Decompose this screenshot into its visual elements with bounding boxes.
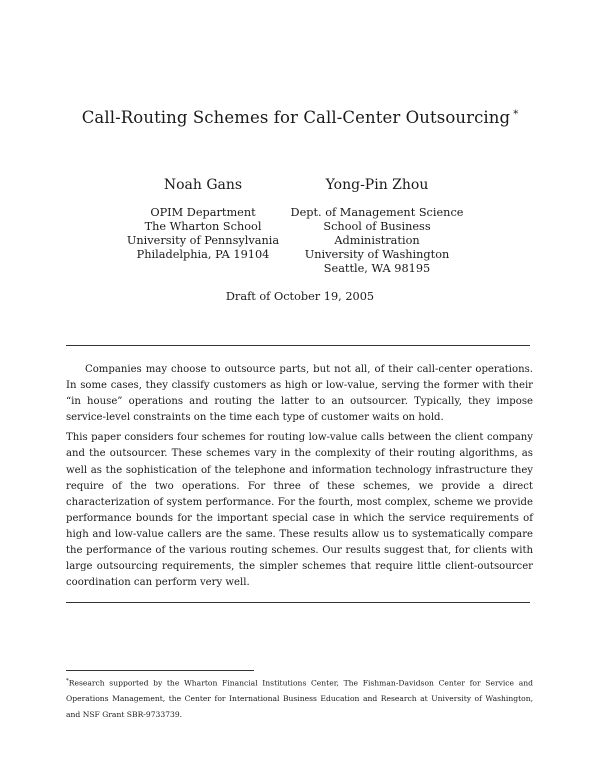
author-affiliation-line: University of Washington: [304, 248, 450, 261]
draft-date: Draft of October 19, 2005: [225, 290, 375, 303]
abstract-bottom-rule: [66, 602, 530, 603]
author-gans: [118, 178, 288, 262]
footnote: [66, 674, 533, 722]
footnote-marker: *: [66, 678, 69, 684]
author-affiliation-line: University of Pennsylvania: [126, 234, 280, 247]
abstract-paragraph: Companies may choose to outsource parts, but not all, of their call-center operations. In some cases, they classify customers as high or low-value, serving the former with their “in house” operations and routing the latter to an outsourcer. Typically, they impose service-level constraints on the time each type of customer waits on hold.: [66, 364, 533, 424]
author-affiliation-line: The Wharton School: [144, 220, 262, 233]
author-affiliation-line: Seattle, WA 98195: [323, 262, 431, 275]
abstract-paragraph: This paper considers four schemes for routing low-value calls between the client company and the outsourcer. These schemes vary in the complexity of their routing algorithms, as well as the sophistication of the telephone and information technology infrastructure they require of the two operations. For three of these schemes, we provide a direct characterization of system performance. For the fourth, most complex, scheme we provide performance bounds for the important special case in which the service requirements of high and low-value callers are the same. These results allow us to systematically compare the performance of the various routing schemes. Our results suggest that, for clients with large outsourcing requirements, the simpler schemes that require little client-outsourcer coordination can perform very well.: [66, 432, 533, 589]
author-name: Yong-Pin Zhou: [325, 177, 429, 193]
abstract-top-rule: [66, 345, 530, 346]
author-name: Noah Gans: [163, 177, 243, 193]
footnote-text: Research supported by the Wharton Financial Institutions Center, The Fishman-Davidson Center for Service and Operations Management, the Center for International Business Education and Research at University of Washington, and NSF Grant SBR-9733739.: [66, 678, 533, 719]
title-footnote-marker: *: [513, 108, 519, 120]
author-affiliation-line: School of Business Administration: [323, 220, 431, 247]
author-zhou: [288, 178, 466, 276]
author-affiliation-line: OPIM Department: [150, 206, 256, 219]
footnote-rule: [66, 670, 254, 671]
abstract: [66, 362, 533, 595]
paper-title: [0, 108, 600, 127]
author-affiliation-line: Dept. of Management Science: [290, 206, 464, 219]
author-affiliation-line: Philadelphia, PA 19104: [136, 248, 270, 261]
paper-title-text: Call-Routing Schemes for Call-Center Outsourcing: [81, 108, 511, 127]
